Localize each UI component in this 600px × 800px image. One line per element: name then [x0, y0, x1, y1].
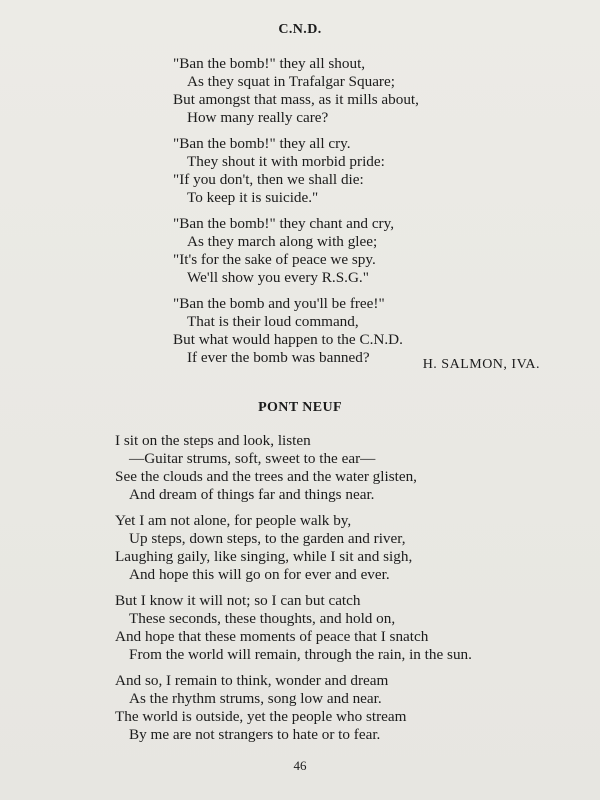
poem-line: "If you don't, then we shall die: [173, 171, 364, 188]
poem-line: And so, I remain to think, wonder and dream [115, 672, 389, 689]
stanza [173, 55, 419, 127]
poem-line: See the clouds and the trees and the water glisten, [115, 468, 417, 485]
poem-title-cnd: C.N.D. [278, 22, 322, 37]
poem-line: And hope that these moments of peace that I snatch [115, 628, 429, 645]
page-number: 46 [293, 758, 307, 773]
poem-line: Yet I am not alone, for people walk by, [115, 512, 352, 529]
poem-line: I sit on the steps and look, listen [115, 432, 311, 449]
poem-line: How many really care? [187, 109, 329, 126]
poem-line: And hope this will go on for ever and ever. [129, 566, 390, 583]
poem-line: But what would happen to the C.N.D. [173, 331, 403, 348]
poem-line: "Ban the bomb and you'll be free!" [173, 295, 385, 312]
author-signature: H. SALMON, IVA. [422, 357, 540, 372]
poem-line: As they squat in Trafalgar Square; [187, 73, 395, 90]
poem-title-pont-neuf: PONT NEUF [258, 400, 342, 415]
poem-line: From the world will remain, through the rain, in the sun. [129, 646, 472, 663]
poem-line: Up steps, down steps, to the garden and river, [129, 530, 406, 547]
stanza [115, 672, 472, 744]
poem-pont-neuf [115, 432, 472, 752]
poem-line: As the rhythm strums, song low and near. [129, 690, 382, 707]
poem-line: These seconds, these thoughts, and hold on, [129, 610, 396, 627]
stanza [115, 512, 472, 584]
poem-line: —Guitar strums, soft, sweet to the ear— [129, 450, 376, 467]
poem-line: "It's for the sake of peace we spy. [173, 251, 376, 268]
stanza [173, 295, 419, 367]
poem-line: The world is outside, yet the people who stream [115, 708, 407, 725]
poem-line: "Ban the bomb!" they all shout, [173, 55, 366, 72]
poem-line: By me are not strangers to hate or to fear. [129, 726, 381, 743]
poem-line: That is their loud command, [187, 313, 359, 330]
poem-line: "Ban the bomb!" they all cry. [173, 135, 351, 152]
poem-cnd [173, 55, 419, 375]
poem-line: As they march along with glee; [187, 233, 378, 250]
poem-line: Laughing gaily, like singing, while I sit and sigh, [115, 548, 413, 565]
stanza [173, 135, 419, 207]
poem-line: They shout it with morbid pride: [187, 153, 385, 170]
poem-line: To keep it is suicide." [187, 189, 319, 206]
poem-line: But I know it will not; so I can but catch [115, 592, 361, 609]
poem-line: But amongst that mass, as it mills about, [173, 91, 419, 108]
poem-line: We'll show you every R.S.G." [187, 269, 369, 286]
poem-line: And dream of things far and things near. [129, 486, 375, 503]
stanza [115, 592, 472, 664]
poem-line: If ever the bomb was banned? [187, 349, 370, 366]
stanza [115, 432, 472, 504]
poem-line: "Ban the bomb!" they chant and cry, [173, 215, 395, 232]
stanza [173, 215, 419, 287]
